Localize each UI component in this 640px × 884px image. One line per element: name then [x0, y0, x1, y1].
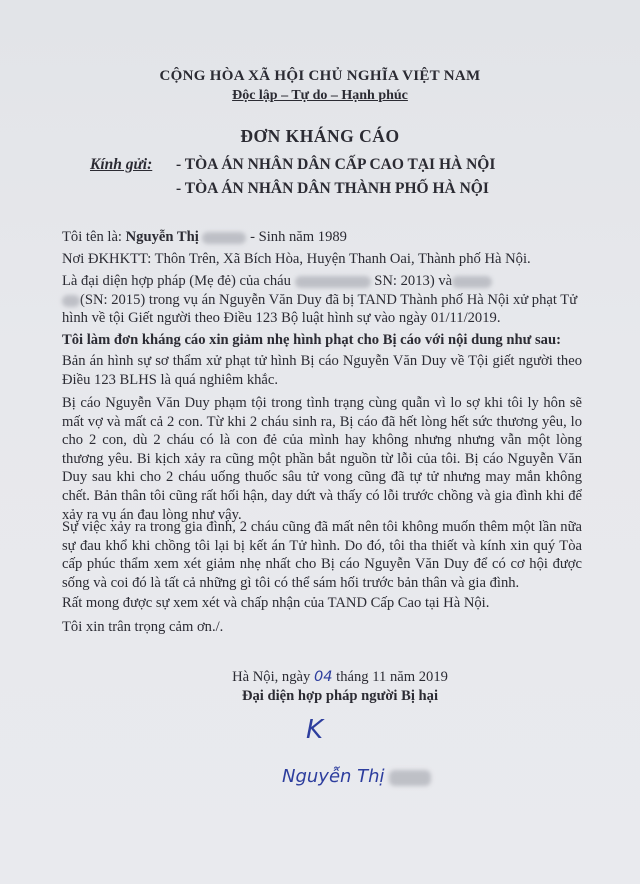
signature-role: Đại diện hợp pháp người Bị hại [241, 688, 439, 704]
handwritten-name-block [282, 766, 431, 787]
redacted-name [202, 232, 246, 244]
child-birth-text: SN: 2013) và [374, 273, 453, 289]
verdict-line: hình về tội Giết người theo Điều 123 Bộ luật hình sự vào ngày 01/11/2019. [62, 310, 501, 326]
applicant-birth: - Sinh năm 1989 [250, 229, 347, 245]
date-suffix: tháng 11 năm 2019 [332, 669, 448, 685]
handwritten-day: 04 [313, 668, 333, 685]
paragraph-4: Rất mong được sự xem xét và chấp nhận của TAND Cấp Cao tại Hà Nội. [62, 595, 490, 611]
case-line [62, 291, 577, 309]
handwritten-name: Nguyễn Thị [282, 766, 385, 787]
paragraph-3: Sự việc xảy ra trong gia đình, 2 cháu cũng đã mất nên tôi không muốn thêm một lần nữa sự đau khổ khi chồng tôi lại bị kết án Tử hình. Do đó, tôi tha thiết và kính xin quý Tòa cấp phúc thẩm xem xét giảm nhẹ nhất cho Bị cáo Nguyễn Văn Duy để có cơ hội được sống và coi đó là tất cả những gì tôi có thể sám hối trước bản thân và gia đình. [62, 519, 582, 591]
recipients-label: Kính gửi: [90, 156, 153, 173]
paragraph-5: Tôi xin trân trọng cảm ơn./. [62, 619, 224, 635]
nation-title: CỘNG HÒA XÃ HỘI CHỦ NGHĨA VIỆT NAM [159, 68, 481, 84]
paragraph-2: Bị cáo Nguyễn Văn Duy phạm tội trong tình trạng cùng quẫn vì lo sợ khi tôi ly hôn sẽ mất vợ và mất cả 2 con. Từ khi 2 cháu sinh ra, Bị cáo đã hết lòng hết sức thương yêu, lo cho 2 con, dù 2 cháu có là con đẻ của mình hay không nhưng nhưng vẫn một lòng thương yêu. Bi kịch xảy ra cũng một phần bắt nguồn từ lỗi của tôi. Bị cáo Nguyễn Văn Duy sau khi cho 2 cháu uống thuốc sâu tử vong cũng đã tự tử nhưng may mắn không chết. Bản thân tôi cũng rất hối hận, day dứt và thấy có lỗi trước chồng và gia đình khi để xảy ra vụ án đau lòng như vậy. [62, 395, 582, 523]
signature-mark: K [306, 715, 324, 745]
representative-line [62, 272, 492, 290]
signature-date [20, 668, 640, 686]
recipient-item: - TÒA ÁN NHÂN DÂN CẤP CAO TẠI HÀ NỘI [176, 156, 496, 173]
applicant-line [62, 228, 347, 246]
applicant-name: Nguyễn Thị [125, 229, 199, 245]
recipient-item: - TÒA ÁN NHÂN DÂN THÀNH PHỐ HÀ NỘI [176, 180, 489, 197]
document-title: ĐƠN KHÁNG CÁO [240, 126, 400, 146]
case-text: (SN: 2015) trong vụ án Nguyễn Văn Duy đã bị TAND Thành phố Hà Nội xử phạt Tử [80, 292, 578, 308]
redacted-child-name [295, 276, 371, 288]
applicant-prefix: Tôi tên là: [62, 229, 126, 245]
redacted-signature [389, 770, 431, 786]
motto: Độc lập – Tự do – Hạnh phúc [232, 88, 408, 103]
redacted-child-name [452, 276, 492, 288]
paragraph-1: Bản án hình sự sơ thẩm xử phạt tử hình Bị cáo Nguyễn Văn Duy về Tội giết người theo Điều 123 BLHS là quá nghiêm khắc. [62, 353, 582, 388]
redacted-child-name [62, 295, 80, 307]
national-header [0, 68, 640, 104]
date-prefix: Hà Nội, ngày [232, 669, 314, 685]
appeal-request: Tôi làm đơn kháng cáo xin giảm nhẹ hình phạt cho Bị cáo với nội dung như sau: [62, 332, 561, 348]
representative-text: Là đại diện hợp pháp (Mẹ đẻ) của cháu [62, 273, 291, 289]
address-line: Nơi ĐKHKTT: Thôn Trên, Xã Bích Hòa, Huyện Thanh Oai, Thành phố Hà Nội. [62, 251, 531, 267]
